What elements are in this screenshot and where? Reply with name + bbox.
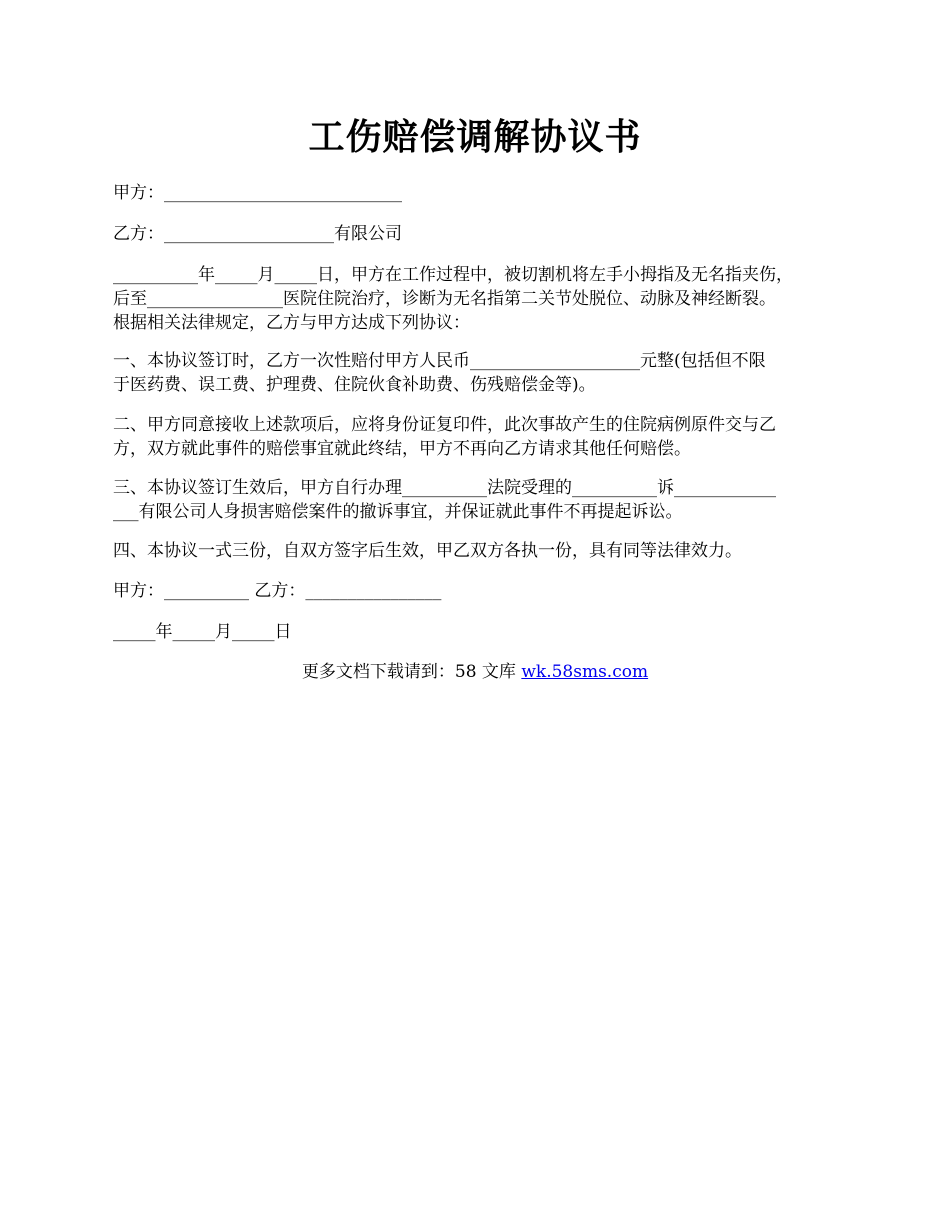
footer [0, 660, 950, 684]
document-title: 工伤赔偿调解协议书 [308, 116, 642, 158]
clause-2-line-2: 方，双方就此事件的赔偿事宜就此终结，甲方不再向乙方请求其他任何赔偿。 [113, 439, 691, 459]
party-a-line: 甲方：____________________________ [113, 183, 402, 203]
paragraph-1-line-2: 后至________________医院住院治疗，诊断为无名指第二关节处脱位、动脉及神经断裂。 [113, 289, 776, 309]
footer-text: 更多文档下载请到：58 文库 [301, 662, 522, 682]
footer-link[interactable]: wk.58sms.com [521, 662, 649, 682]
clause-2-line-1: 二、甲方同意接收上述款项后，应将身份证复印件，此次事故产生的住院病例原件交与乙 [113, 415, 776, 435]
paragraph-1-line-3: 根据相关法律规定，乙方与甲方达成下列协议： [113, 313, 470, 333]
party-b-line: 乙方：____________________有限公司 [113, 224, 402, 244]
clause-4-line-1: 四、本协议一式三份，自双方签字后生效，甲乙双方各执一份，具有同等法律效力。 [113, 541, 742, 561]
paragraph-1-line-1: __________年_____月_____日，甲方在工作过程中，被切割机将左手小拇指及无名指夹伤， [113, 265, 793, 285]
clause-1-line-1: 一、本协议签订时，乙方一次性赔付甲方人民币____________________元整(包括但不限 [113, 351, 766, 371]
signature-line: 甲方：__________ 乙方：________________ [113, 581, 442, 601]
clause-1-line-2: 于医药费、误工费、护理费、住院伙食补助费、伤残赔偿金等)。 [113, 375, 596, 395]
date-line: _____年_____月_____日 [113, 622, 292, 642]
clause-3-line-1: 三、本协议签订生效后，甲方自行办理__________法院受理的__________诉____________ [113, 478, 776, 498]
clause-3-line-2: ___有限公司人身损害赔偿案件的撤诉事宜，并保证就此事件不再提起诉讼。 [113, 502, 683, 522]
